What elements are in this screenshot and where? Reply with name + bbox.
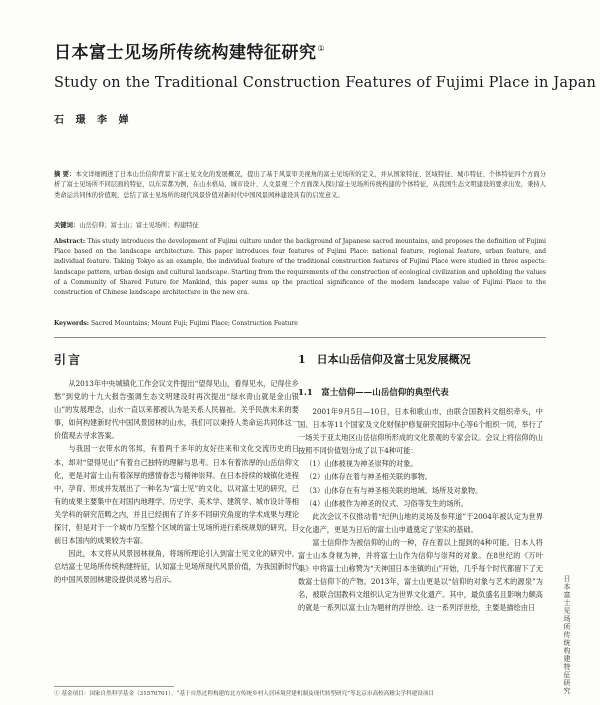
section-1-paragraph-3: 富士信仰作为被信仰的山的一种，存在着以上提到的4种可能。日本人将富士山本身视为神，并将富士山作为信仰与崇拜的对象。在8世纪的《万叶集》中将富士山称赞为“天神国日本坐镇的山”开始，几乎每个时代都留下了无数富士信仰下的产物。2013年，富士山更是以“信仰的对象与艺术的源泉”为名，被联合国教科文组织认定为世界文化遗产。其中，最负盛名且影响力颇高的就是一系列以富士山为题材的浮世绘。这一系列浮世绘，主要是描绘由日 <box>298 537 543 613</box>
abstract-en-text: This study introduces the development of Fujimi culture under the background of Japanese sacred mountains, and proposes the definition of Fujimi Place based on the landscape architecture. This paper introduces four features of Fujimi Place: national feature, regional feature, urban feature, and individual feature. Taking Tokyo as an example, the individual feature of the traditional construction features of Fujimi Place were studied in three aspects: landscape pattern, urban design and cultural landscape. Starting from the requirements of the construction of ecological civilization and upholding the values of a Community of Shared Future for Mankind, this paper sums up the practical significance of the modern landscape value of Fujimi Place to the construction of Chinese landscape architecture in the new era. <box>54 238 547 297</box>
heading-section-1-1: 1.1 富士信仰——山岳信仰的典型代表 <box>298 388 449 398</box>
page-title <box>54 38 325 63</box>
heading-section-1: 1 日本山岳信仰及富士见发展概况 <box>298 353 471 366</box>
list-item: （1）山体被视为神圣崇拜的对象。 <box>305 459 418 469</box>
title-footnote-mark[interactable]: ① <box>317 44 326 54</box>
list-item: （4）山体被作为神圣的仪式、习俗等发生的场所。 <box>305 498 468 508</box>
heading-introduction: 引言 <box>54 353 83 367</box>
running-side-title: 日本富士见场所传统构建特征研究 <box>563 575 571 695</box>
keywords-zh <box>54 221 546 231</box>
abstract-en <box>54 237 546 298</box>
keywords-zh-label: 关键词： <box>54 222 80 229</box>
section-1-paragraph-1: 2001年9月5日—10日，日本和歌山市，由联合国教科文组织牵头，中国、日本等11个国家及文化财保护修复研究国际中心等6个组织一同，举行了一场关于亚太地区山岳信仰所形成的文化景观的专家会议。会议上将信仰的山按照不同价值划分成了以下4种可能： <box>298 407 543 456</box>
intro-paragraph-2: 与我国一衣带水的邻邦，有着两千多年的友好往来和文化交流历史的日本，却对“望得见山”有着自己独特的理解与思考。日本有着浓厚的山岳信仰文化，更是对富士山有着深厚的感情眷恋与精神崇拜。在日本持续的城镇化进程中，孕育、形成并发展出了一种名为“富士见”的文化，以对富士见的研究，已有的成果主要集中在对国内地理学、历史学、美术学、建筑学、城市设计等相关学科的研究范畴之内，并且已经拥有了许多不同研究角度的学术成果与理论探讨，但是对于一个城市乃至整个区域的富士见场所进行系统规划的研究，目前日本国内的成果较为丰富。 <box>54 444 299 546</box>
english-title: Study on the Traditional Construction Features of Fujimi Place in Japan <box>54 75 597 91</box>
footnote: ① 基金项目：国家自然科学基金（31570701）、“基于自然过程构建的北方传统乡村人居环境营建机制及现代转型研究”等北京市高校高精尖学科建设项目 <box>54 691 434 697</box>
list-item: （3）山体存在有与神圣相关联的地域、场所及对象物。 <box>305 485 483 495</box>
authors: 石 璟 李 婵 <box>54 115 133 126</box>
intro-paragraph-1: 从2013年中央城镇化工作会议文件提出“望得见山，看得见水，记得住乡愁”到党的十九大报告强调生态文明建设时再次提出“绿水青山就是金山银山”的发展理念，山水一直以来都被认为是关系人民福祉、关乎民族未来的要事，如何构建新时代中国风景园林的山水，我们可以秉持人类命运共同体这一价值观去寻求答案。 <box>54 379 299 441</box>
intro-paragraph-3: 因此，本文将从风景园林视角，将场所理论引入到富士见文化的研究中，总结富士见场所传统构建特征，认知富士见场所现代风景价值，为我国新时代的中国风景园林建设提供灵感与启示。 <box>54 549 299 585</box>
left-column <box>54 377 299 587</box>
title-zh-text: 日本富士见场所传统构建特征研究 <box>54 43 317 63</box>
keywords-en-text: Sacred Mountains; Mount Fuji; Fujimi Place; Construction Feature <box>90 320 298 327</box>
keywords-zh-text: 山岳信仰；富士山；富士见场所；构建特征 <box>79 222 199 229</box>
abstract-zh-label: 摘 要： <box>54 171 76 178</box>
footnote-divider <box>54 686 174 687</box>
keywords-en <box>54 319 546 329</box>
keywords-en-label: Keywords: <box>54 320 90 327</box>
abstract-zh-text: 本文详细阐述了日本山岳信仰背景下富士见文化的发展概况，提出了基于风景审美视角的富士见场所的定义，并从国家特征、区域特征、城市特征、个体特征四个方面分析了富士见场所不同层面的特征，以东京都为例，在山水格局、城市设计、人文景观三个方面深入探讨富士见场所传统构建的个体特征，从我国生态文明建设的要求出发，秉持人类命运共同体的价值观，总结了富士见场所的现代风景价值对新时代中国风景园林建设具有的启发意义。 <box>54 171 546 199</box>
list-item: （2）山体存在着与神圣相关联的事物。 <box>305 472 432 482</box>
right-column <box>298 405 543 615</box>
section-1-paragraph-2: 此次会议不仅推动着“纪伊山地的灵场及参拜道”于2004年被认定为世界文化遗产，更是为日后的富士山申遗奠定了坚实的基础。 <box>298 511 543 534</box>
section-divider <box>54 337 546 338</box>
abstract-en-label: Abstract: <box>54 238 86 245</box>
abstract-zh <box>54 170 546 201</box>
